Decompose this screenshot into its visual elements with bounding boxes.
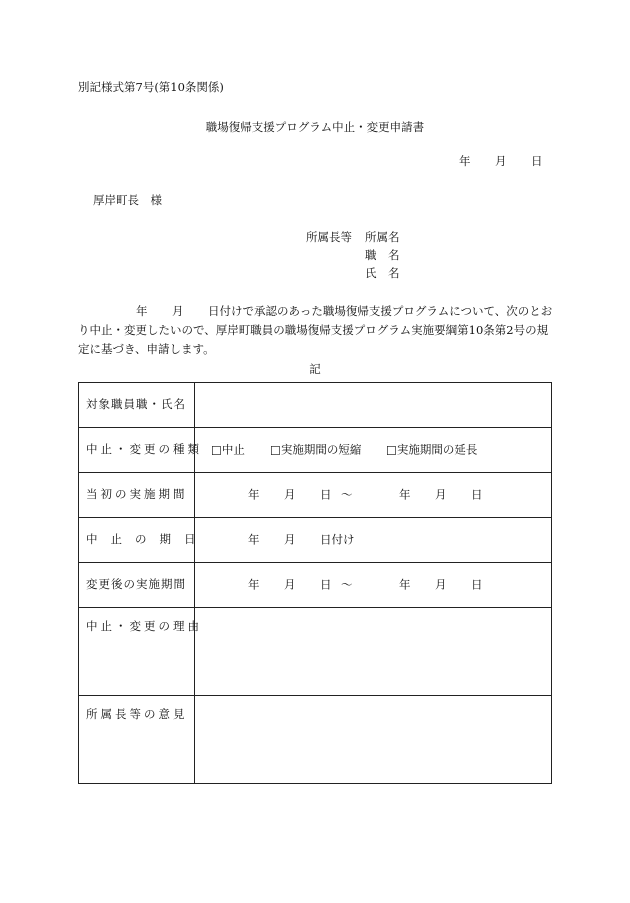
body-text-rest: 日付けで承認のあった職場復帰支援プログラムについて、次のとお bbox=[208, 304, 553, 318]
body-year-label: 年 bbox=[136, 304, 148, 318]
table-row bbox=[79, 383, 552, 428]
year-label: 年 bbox=[248, 577, 260, 592]
option-shorten-checkbox[interactable]: □実施期間の短縮 bbox=[270, 442, 362, 457]
option-stop-checkbox[interactable]: □中止 bbox=[211, 442, 245, 457]
sender-heading: 所属長等 bbox=[306, 230, 352, 244]
body-text-line-2: り中止・変更したいので、厚岸町職員の職場復帰支援プログラム実施要綱第10条第2号の規 bbox=[78, 323, 549, 337]
month-label: 月 bbox=[435, 487, 447, 502]
year-label: 年 bbox=[399, 577, 411, 592]
target-employee-field[interactable] bbox=[195, 383, 552, 428]
table-row bbox=[79, 696, 552, 784]
stop-date-label: 中止の期日 bbox=[79, 518, 195, 563]
month-label: 月 bbox=[435, 577, 447, 592]
stop-date-field[interactable] bbox=[195, 518, 552, 563]
table-row bbox=[79, 563, 552, 608]
day-label: 日 bbox=[471, 577, 483, 592]
target-employee-label: 対象職員職・氏名 bbox=[79, 383, 195, 428]
tilde-separator: ～ bbox=[341, 577, 353, 592]
year-label: 年 bbox=[399, 487, 411, 502]
addressee: 厚岸町長 様 bbox=[93, 193, 162, 207]
sender-department-label: 所属名 bbox=[365, 230, 400, 244]
change-type-label: 中止・変更の種類 bbox=[79, 428, 195, 473]
ki-heading: 記 bbox=[309, 362, 321, 376]
body-text-line-3: 定に基づき、申請します。 bbox=[78, 342, 215, 356]
body-month-label: 月 bbox=[172, 304, 184, 318]
day-dated-label: 日付け bbox=[320, 532, 355, 547]
month-label: 月 bbox=[284, 577, 296, 592]
table-row bbox=[79, 428, 552, 473]
sender-name-label: 氏 名 bbox=[365, 266, 400, 280]
option-extend-checkbox[interactable]: □実施期間の延長 bbox=[386, 442, 478, 457]
day-label: 日 bbox=[320, 577, 332, 592]
day-label: 日 bbox=[320, 487, 332, 502]
supervisor-opinion-label: 所属長等の意見 bbox=[79, 696, 195, 784]
changed-period-field[interactable] bbox=[195, 563, 552, 608]
initial-period-label: 当初の実施期間 bbox=[79, 473, 195, 518]
year-label: 年 bbox=[248, 532, 260, 547]
reason-label: 中止・変更の理由 bbox=[79, 608, 195, 696]
month-label: 月 bbox=[284, 532, 296, 547]
date-day-label: 日 bbox=[531, 154, 543, 168]
document-title: 職場復帰支援プログラム中止・変更申請書 bbox=[205, 120, 425, 134]
month-label: 月 bbox=[284, 487, 296, 502]
tilde-separator: ～ bbox=[341, 487, 353, 502]
day-label: 日 bbox=[471, 487, 483, 502]
table-row bbox=[79, 608, 552, 696]
date-month-label: 月 bbox=[495, 154, 507, 168]
year-label: 年 bbox=[248, 487, 260, 502]
initial-period-field[interactable] bbox=[195, 473, 552, 518]
supervisor-opinion-field[interactable] bbox=[195, 696, 552, 784]
date-year-label: 年 bbox=[459, 154, 471, 168]
application-table bbox=[78, 382, 552, 784]
form-number: 別記様式第7号(第10条関係) bbox=[78, 80, 224, 94]
changed-period-label: 変更後の実施期間 bbox=[79, 563, 195, 608]
change-type-options bbox=[195, 428, 552, 473]
sender-position-label: 職 名 bbox=[365, 248, 400, 262]
table-row bbox=[79, 473, 552, 518]
reason-field[interactable] bbox=[195, 608, 552, 696]
table-row bbox=[79, 518, 552, 563]
